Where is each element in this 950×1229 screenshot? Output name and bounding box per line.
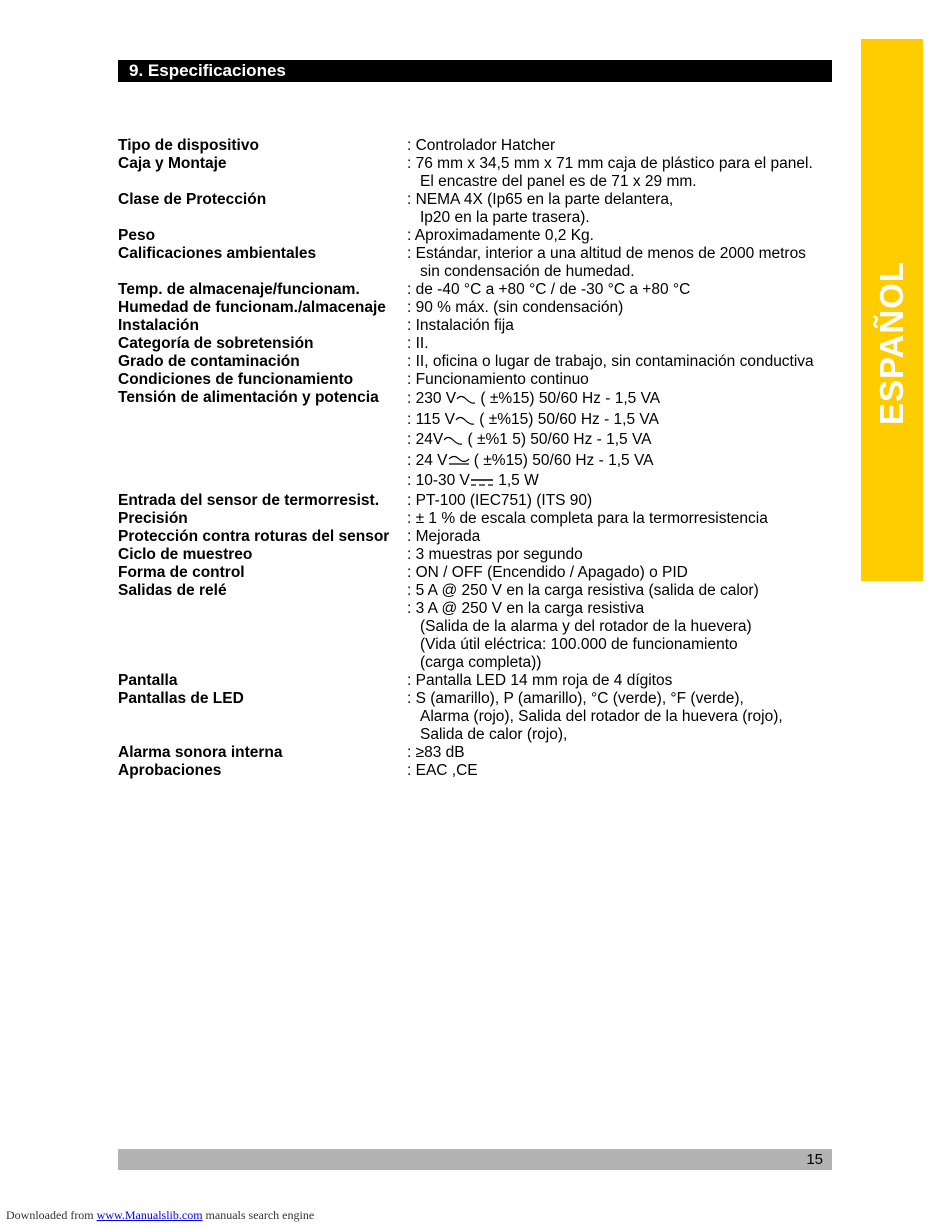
power-rating: ( ±%15) 50/60 Hz - 1,5 VA — [474, 410, 659, 428]
power-voltage: : 24V — [407, 431, 444, 448]
spec-value: : Pantalla LED 14 mm roja de 4 dígitos — [407, 671, 673, 689]
ac-symbol-icon — [455, 411, 475, 428]
spec-row — [118, 690, 838, 744]
power-value — [407, 451, 838, 472]
spec-value: : 3 A @ 250 V en la carga resistiva — [407, 599, 645, 617]
spec-label: Temp. de almacenaje/funcionam. — [118, 281, 360, 298]
spec-row — [118, 335, 838, 353]
spec-row — [118, 191, 838, 227]
dc-symbol-icon — [470, 472, 494, 489]
spec-values — [407, 546, 838, 564]
spec-value: Alarma (rojo), Salida del rotador de la huevera (rojo), — [420, 707, 783, 725]
spec-label: Clase de Protección — [118, 191, 267, 208]
spec-value: : EAC ,CE — [407, 761, 478, 779]
spec-values — [407, 227, 838, 245]
spec-value: : II. — [407, 335, 429, 352]
spec-values — [407, 371, 838, 389]
spec-values — [407, 690, 838, 744]
spec-value: : ≥83 dB — [407, 743, 465, 761]
spec-values — [407, 510, 838, 528]
spec-row — [118, 744, 838, 762]
spec-value: : Funcionamiento continuo — [407, 371, 589, 388]
power-value — [407, 410, 838, 431]
spec-value: : II, oficina o lugar de trabajo, sin contaminación conductiva — [407, 353, 814, 370]
spec-label: Alarma sonora interna — [118, 743, 283, 761]
spec-value: : Aproximadamente 0,2 Kg. — [407, 227, 594, 244]
spec-row — [118, 371, 838, 389]
download-note — [6, 1208, 314, 1223]
spec-label: Entrada del sensor de termorresist. — [118, 491, 380, 509]
spec-label: Tensión de alimentación y potencia — [118, 389, 379, 406]
spec-row — [118, 528, 838, 546]
manualslib-link[interactable]: www.Manualslib.com — [96, 1208, 203, 1222]
spec-value: : NEMA 4X (Ip65 en la parte delantera, — [407, 191, 674, 208]
power-voltage: : 230 V — [407, 390, 457, 407]
language-tab-label: ESPAÑOL — [873, 260, 910, 426]
spec-row — [118, 492, 838, 510]
spec-label: Categoría de sobretensión — [118, 335, 314, 352]
spec-values — [407, 492, 838, 510]
spec-value: : ON / OFF (Encendido / Apagado) o PID — [407, 563, 688, 581]
spec-row — [118, 510, 838, 528]
spec-values — [407, 582, 838, 672]
spec-value: (carga completa)) — [420, 653, 542, 671]
spec-label: Precisión — [118, 509, 188, 527]
spec-value: Ip20 en la parte trasera). — [420, 209, 590, 226]
spec-row — [118, 137, 838, 155]
spec-label: Pantallas de LED — [118, 689, 244, 707]
spec-row — [118, 353, 838, 371]
download-note-prefix: Downloaded from — [6, 1208, 97, 1222]
spec-row — [118, 281, 838, 299]
spec-label: Ciclo de muestreo — [118, 545, 253, 563]
language-tab — [861, 39, 923, 581]
spec-row — [118, 582, 838, 672]
spec-values — [407, 317, 838, 335]
spec-values — [407, 299, 838, 317]
spec-value: : S (amarillo), P (amarillo), °C (verde), °F (verde), — [407, 689, 744, 707]
spec-label: Peso — [118, 227, 156, 244]
spec-row — [118, 546, 838, 564]
spec-value: (Vida útil eléctrica: 100.000 de funcionamiento — [420, 635, 738, 653]
download-note-suffix: manuals search engine — [202, 1208, 315, 1222]
spec-label: Grado de contaminación — [118, 353, 300, 370]
spec-values — [407, 281, 838, 299]
ac-symbol-icon — [443, 431, 463, 448]
spec-value: : 76 mm x 34,5 mm x 71 mm caja de plástico para el panel. — [407, 155, 813, 172]
spec-values — [407, 155, 838, 191]
spec-values — [407, 191, 838, 227]
spec-value: : 90 % máx. (sin condensación) — [407, 299, 624, 316]
spec-label: Caja y Montaje — [118, 155, 227, 172]
spec-label: Aprobaciones — [118, 761, 222, 779]
spec-value: : Estándar, interior a una altitud de menos de 2000 metros — [407, 245, 806, 262]
spec-values — [407, 528, 838, 546]
spec-label: Salidas de relé — [118, 581, 227, 599]
power-value — [407, 389, 838, 410]
spec-values — [407, 744, 838, 762]
power-rating: ( ±%15) 50/60 Hz - 1,5 VA — [476, 390, 661, 407]
power-voltage: : 115 V — [407, 410, 455, 428]
power-voltage: : 24 V — [407, 451, 448, 469]
power-voltage: : 10-30 V — [407, 472, 470, 489]
spec-label: Pantalla — [118, 671, 178, 689]
spec-value: : Mejorada — [407, 527, 481, 545]
spec-row — [118, 155, 838, 191]
spec-values — [407, 353, 838, 371]
spec-row — [118, 317, 838, 335]
spec-label: Instalación — [118, 317, 199, 334]
spec-label: Calificaciones ambientales — [118, 245, 317, 262]
section-title: 9. Especificaciones — [118, 60, 832, 82]
spec-value: : Controlador Hatcher — [407, 137, 556, 154]
spec-row — [118, 227, 838, 245]
spec-values — [407, 389, 838, 492]
spec-row — [118, 245, 838, 281]
spec-label: Forma de control — [118, 563, 245, 581]
spec-value: : 5 A @ 250 V en la carga resistiva (salida de calor) — [407, 581, 759, 599]
spec-row-power — [118, 389, 838, 492]
spec-value: : PT-100 (IEC751) (ITS 90) — [407, 491, 593, 509]
power-rating: ( ±%15) 50/60 Hz - 1,5 VA — [469, 451, 654, 469]
spec-values — [407, 137, 838, 155]
spec-value: : de -40 °C a +80 °C / de -30 °C a +80 °C — [407, 281, 691, 298]
spec-label: Humedad de funcionam./almacenaje — [118, 299, 386, 316]
spec-value: sin condensación de humedad. — [420, 263, 635, 280]
power-value — [407, 471, 838, 492]
page-footer — [118, 1149, 832, 1170]
spec-values — [407, 335, 838, 353]
spec-value: : Instalación fija — [407, 317, 514, 334]
spec-values — [407, 672, 838, 690]
spec-label: Tipo de dispositivo — [118, 137, 259, 154]
spec-row — [118, 762, 838, 780]
spec-row — [118, 672, 838, 690]
ac-symbol-icon — [456, 390, 476, 407]
spec-row — [118, 564, 838, 582]
spec-value: El encastre del panel es de 71 x 29 mm. — [420, 173, 697, 190]
spec-label: Condiciones de funcionamiento — [118, 371, 354, 388]
spec-label: Protección contra roturas del sensor — [118, 527, 390, 545]
specifications-table — [118, 137, 838, 780]
power-value — [407, 430, 838, 451]
power-rating: ( ±%1 5) 50/60 Hz - 1,5 VA — [463, 431, 652, 448]
spec-value: : ± 1 % de escala completa para la termorresistencia — [407, 509, 768, 527]
spec-values — [407, 564, 838, 582]
spec-value: : 3 muestras por segundo — [407, 545, 583, 563]
spec-values — [407, 762, 838, 780]
spec-row — [118, 299, 838, 317]
ac-dc-symbol-icon — [448, 452, 470, 469]
spec-value: Salida de calor (rojo), — [420, 725, 568, 743]
page-number: 15 — [806, 1151, 823, 1168]
power-rating: 1,5 W — [493, 472, 539, 489]
spec-values — [407, 245, 838, 281]
spec-value: (Salida de la alarma y del rotador de la huevera) — [420, 617, 752, 635]
